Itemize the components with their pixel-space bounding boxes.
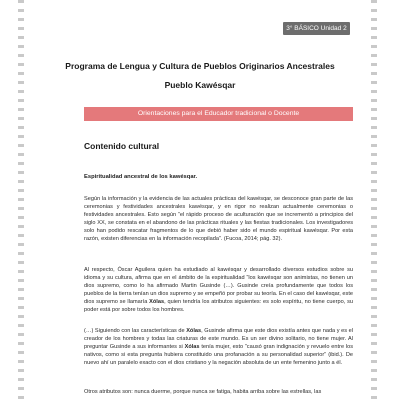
emphasized-term: Xólas bbox=[186, 328, 202, 334]
section-title: Contenido cultural bbox=[84, 141, 160, 151]
program-title: Programa de Lengua y Cultura de Pueblos Originarios Ancestrales bbox=[65, 61, 335, 71]
text-run: tenía mujer, esto “causó gran indignación y revuelo entre los nativos, como si esta pregunta hubiera constituido una profanación a su personalidad superior” (ibid.). De nuevo ahí un paralelo exacto con el dios cristiano y la negación absoluta de un ente femenino junto a él. bbox=[84, 343, 353, 366]
paragraph-1 bbox=[84, 196, 353, 243]
paragraph-4 bbox=[84, 389, 353, 397]
text-run: , quien tendría los atributos siguientes: es solo espíritu, no tiene cuerpo, su poder está por sobre todos los hombres. bbox=[84, 298, 353, 313]
text-run: (…) Siguiendo con las características de bbox=[84, 328, 187, 334]
text-run: Al respecto, Óscar Aguilera quien ha estudiado al kawésqar y desarrollado diversos estudios sobre su idioma y su cultura, afirma que en el ámbito de la espiritualidad “los kawésqar son animistas, no tienen un dios supremo, como lo ha afirmado Martin Gusinde (…). Gusinde creía profundamente que todos los pueblos de la tierra tenían un dios supremo y se empeñó por probar su teoría. En el caso del kawésqar, este dios supremo se llamaría bbox=[84, 267, 353, 305]
people-title: Pueblo Kawésqar bbox=[164, 80, 236, 90]
text-run: Según la información y la evidencia de las actuales prácticas del kawésqar, se desconoce gran parte de las ceremonias y festividades ancestrales kawésqar, y en rigor no realizan actualmente ceremonias o festividades ancestrales. Esto según “el rápido proceso de aculturación que se incrementó a principios del siglo XX, se constata en el abandono de las prácticas rituales y las fiestas tradicionales. Los investigadores solo han podido rescatar fragmentos de lo que debió haber sido el mundo espiritual kawésqar. Por esta razón, existen diferencias en la información recopilada”. (Fucoa, 2014; pág. 32). bbox=[84, 196, 353, 242]
text-run: Otros atributos son: nunca duerme, porque nunca se fatiga, habita arriba sobre las estrellas, las bbox=[84, 389, 322, 395]
unit-tag: 3° BÁSICO Unidad 2 bbox=[283, 22, 350, 35]
text-run: , Gusinde afirma que este dios existía antes que nada y es el creador de los hombres y todas las criaturas de este mundo. Es un ser divino solitario, no tiene mujer. Al preguntar Gusinde a sus informantes si bbox=[84, 328, 354, 350]
subheading: Espiritualidad ancestral de los kawésqar. bbox=[84, 174, 198, 180]
guidance-banner: Orientaciones para el Educador tradicional o Docente bbox=[84, 107, 353, 121]
emphasized-term: Xólas bbox=[149, 298, 165, 305]
left-spiral-binding bbox=[18, 0, 24, 400]
emphasized-term: Xólas bbox=[184, 343, 200, 350]
paragraph-3 bbox=[84, 328, 353, 368]
paragraph-2 bbox=[84, 267, 353, 314]
right-spiral-binding bbox=[371, 0, 377, 400]
